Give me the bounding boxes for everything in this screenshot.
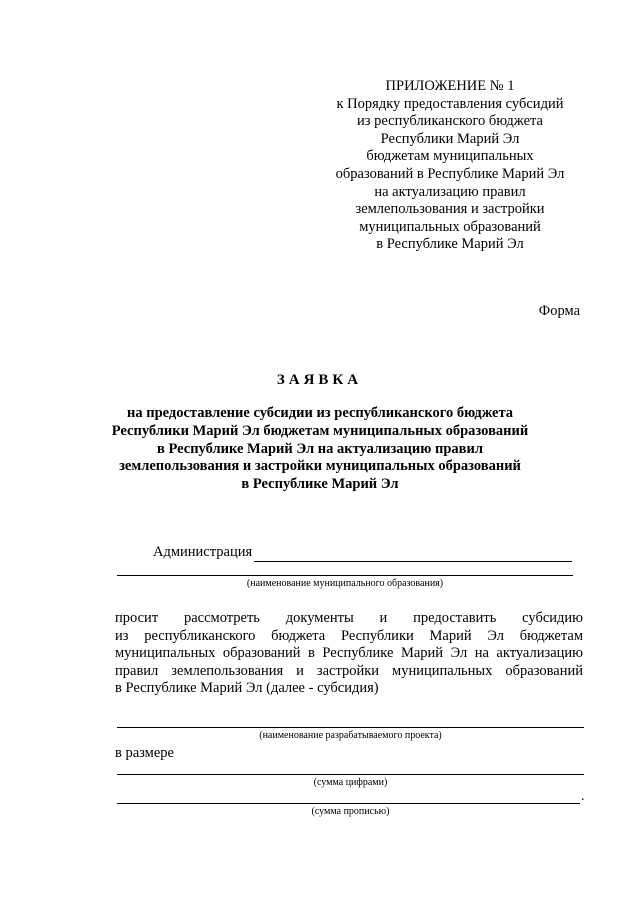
caption-sum-digits: (сумма цифрами) bbox=[313, 777, 388, 788]
administration-field-line bbox=[254, 561, 572, 562]
end-dot: . bbox=[581, 789, 585, 804]
appendix-line: на актуализацию правил bbox=[374, 183, 526, 200]
municipality-field-line bbox=[117, 575, 573, 576]
caption-project: (наименование разрабатываемого проекта) bbox=[259, 730, 442, 741]
subtitle-line: в Республике Марий Эл на актуализацию правил bbox=[157, 440, 483, 457]
subtitle-line: землепользования и застройки муниципальных образований bbox=[119, 458, 521, 475]
document-subtitle bbox=[100, 405, 540, 494]
sum-words-field-line bbox=[117, 803, 580, 804]
appendix-line: бюджетам муниципальных bbox=[366, 148, 534, 165]
appendix-line: из республиканского бюджета bbox=[357, 113, 543, 130]
form-label: Форма bbox=[538, 303, 580, 319]
administration-label: Администрация bbox=[153, 544, 253, 560]
body-line: правил землепользования и застройки муниципальных образований bbox=[115, 662, 583, 679]
caption-sum-words: (сумма прописью) bbox=[311, 806, 390, 817]
body-line: муниципальных образований в Республике Марий Эл на актуализацию bbox=[115, 645, 583, 662]
document-title: ЗАЯВКА bbox=[276, 372, 363, 388]
appendix-line: Республики Марий Эл bbox=[380, 130, 520, 147]
body-paragraph bbox=[115, 610, 583, 698]
appendix-header bbox=[300, 78, 600, 254]
appendix-line: в Республике Марий Эл bbox=[376, 236, 524, 253]
size-label: в размере bbox=[115, 745, 174, 761]
subtitle-line: в Республике Марий Эл bbox=[241, 476, 399, 493]
subtitle-line: на предоставление субсидии из республиканского бюджета bbox=[127, 405, 513, 421]
appendix-line: к Порядку предоставления субсидий bbox=[336, 95, 564, 112]
body-line: из республиканского бюджета Республики Марий Эл бюджетам bbox=[115, 627, 583, 644]
project-field-line bbox=[117, 727, 584, 728]
appendix-title: ПРИЛОЖЕНИЕ № 1 bbox=[385, 78, 515, 94]
caption-municipality: (наименование муниципального образования) bbox=[246, 578, 444, 589]
body-line: в Республике Марий Эл (далее - субсидия) bbox=[115, 680, 379, 697]
appendix-line: образований в Республике Марий Эл bbox=[335, 165, 565, 182]
appendix-line: муниципальных образований bbox=[359, 218, 541, 235]
appendix-line: землепользования и застройки bbox=[355, 201, 545, 218]
sum-digits-field-line bbox=[117, 774, 584, 775]
body-line: просит рассмотреть документы и предоставить субсидию bbox=[115, 610, 583, 626]
subtitle-line: Республики Марий Эл бюджетам муниципальных образований bbox=[111, 422, 529, 439]
